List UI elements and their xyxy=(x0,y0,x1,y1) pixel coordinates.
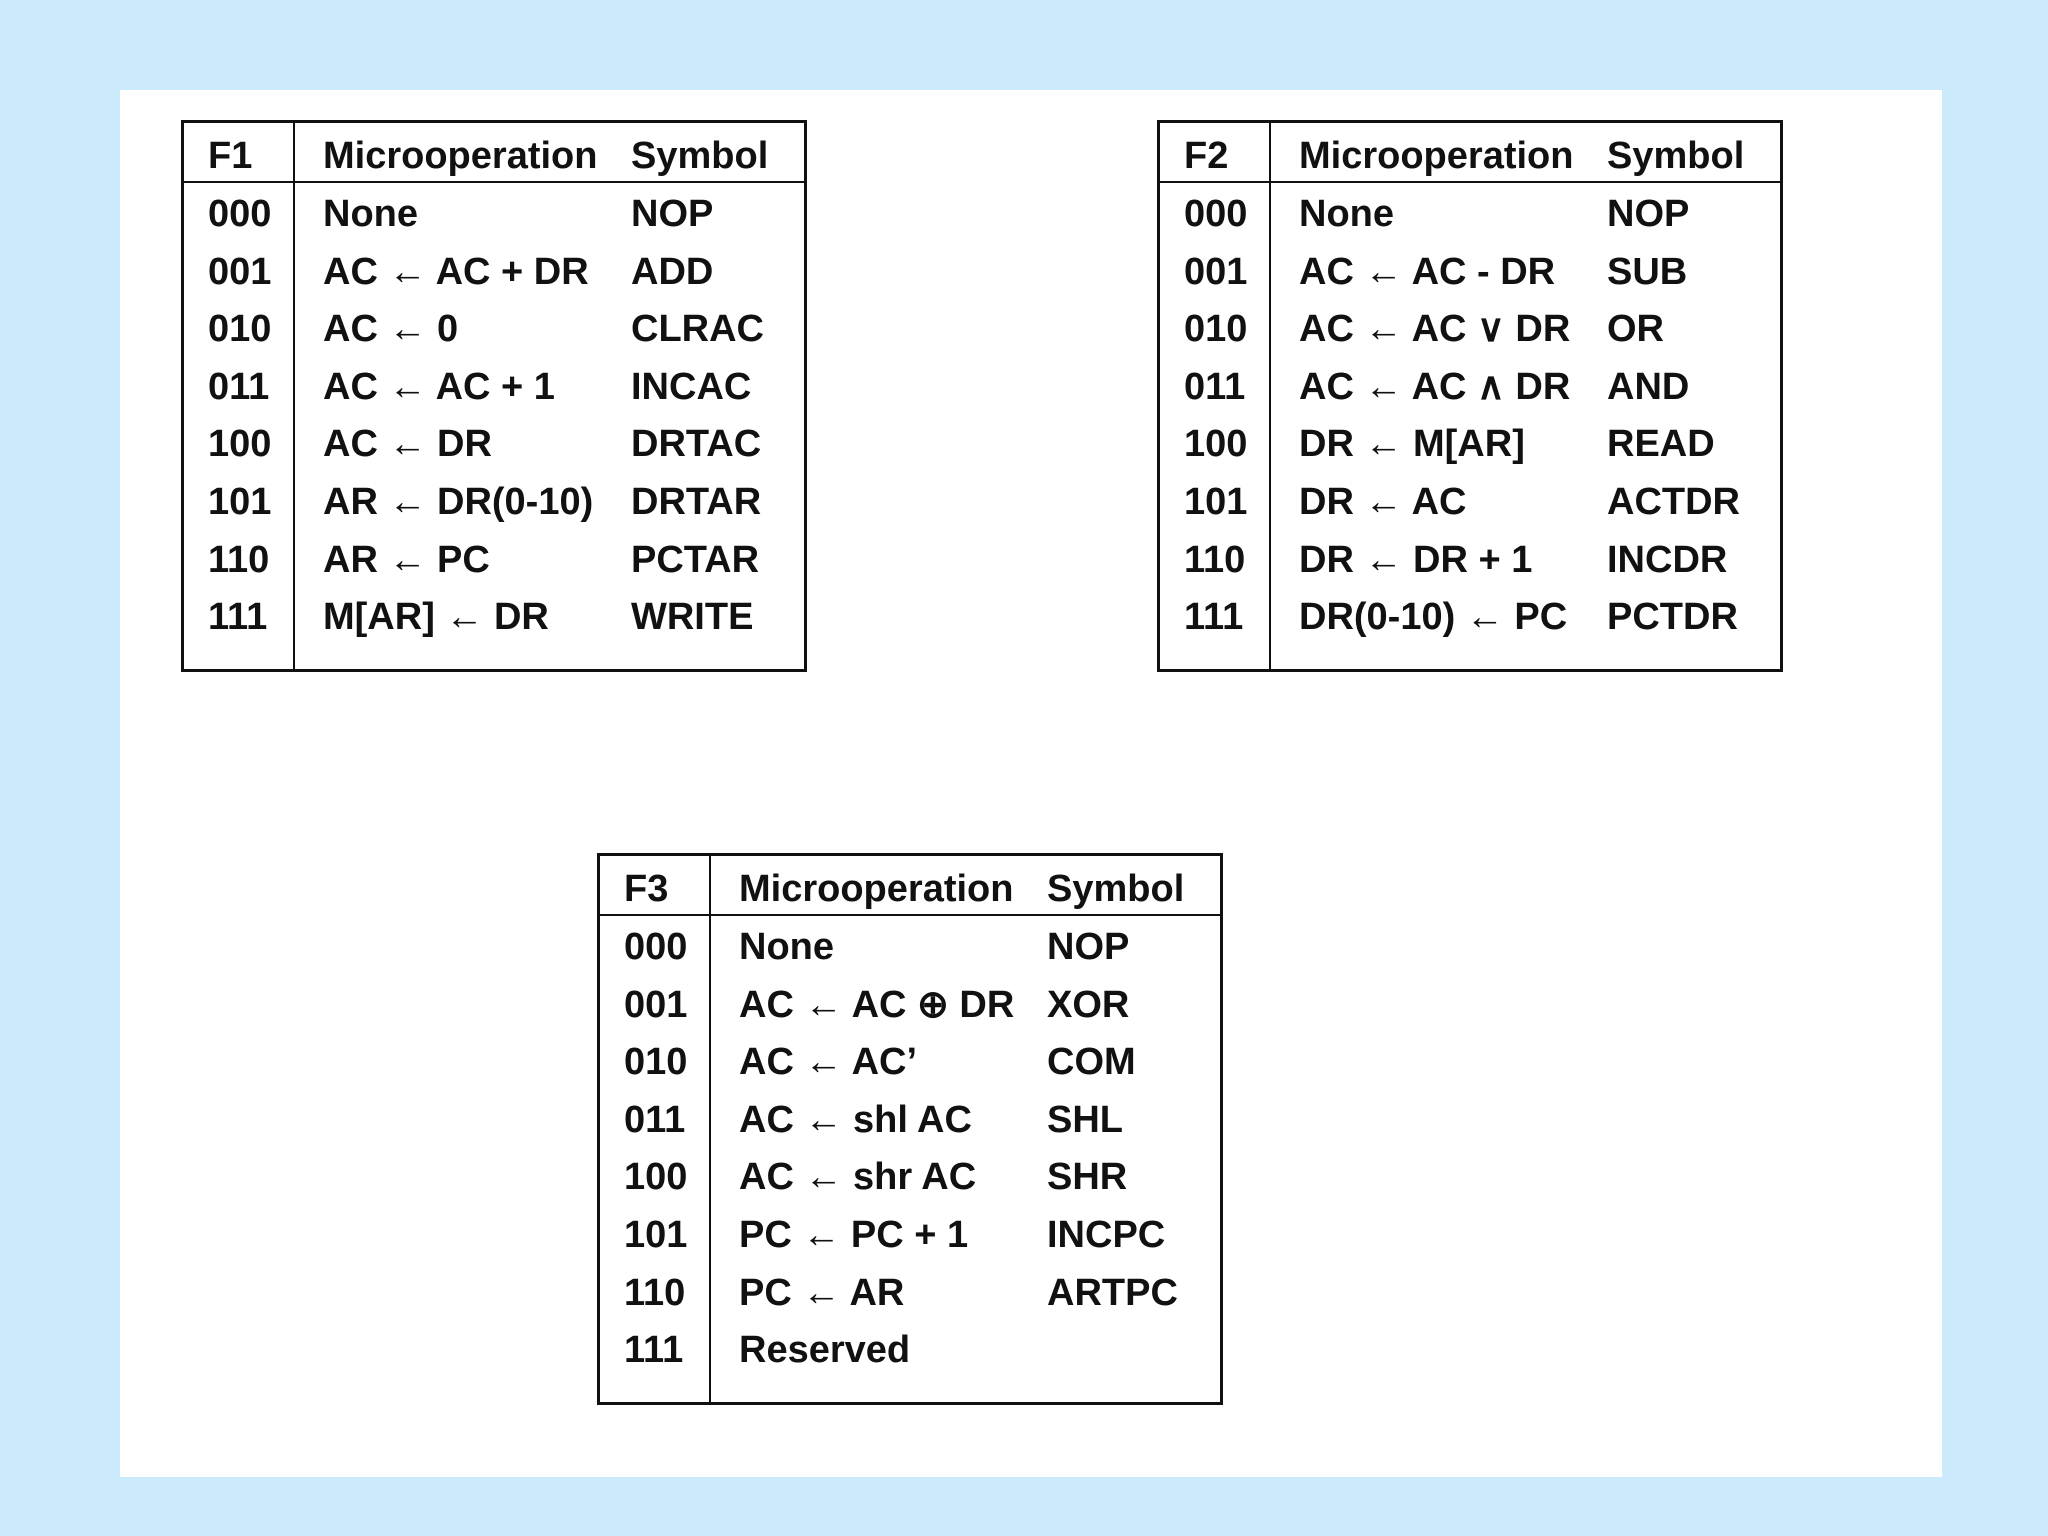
row-code: 110 xyxy=(208,539,270,581)
row-code: 110 xyxy=(1184,539,1246,581)
row-symbol: INCAC xyxy=(631,366,752,408)
header-code: F3 xyxy=(624,868,669,910)
row-code: 101 xyxy=(624,1214,688,1256)
row-microoperation: DR ← AC xyxy=(1299,481,1467,523)
row-code: 001 xyxy=(208,251,272,293)
column-divider xyxy=(293,123,295,669)
row-code: 010 xyxy=(1184,308,1248,350)
row-microoperation: AR ← PC xyxy=(323,539,490,581)
row-microoperation: AC ← AC ∧ DR xyxy=(1299,366,1571,408)
row-code: 100 xyxy=(624,1156,688,1198)
column-divider xyxy=(709,856,711,1402)
row-microoperation: AC ← AC - DR xyxy=(1299,251,1556,293)
row-code: 101 xyxy=(208,481,272,523)
slide-panel xyxy=(120,90,1942,1477)
row-microoperation: AC ← shl AC xyxy=(739,1099,972,1141)
row-symbol: ARTPC xyxy=(1047,1272,1178,1314)
row-symbol: PCTDR xyxy=(1607,596,1738,638)
row-symbol: XOR xyxy=(1047,984,1130,1026)
row-microoperation: AC ← AC + DR xyxy=(323,251,589,293)
row-code: 010 xyxy=(624,1041,688,1083)
row-symbol: SHR xyxy=(1047,1156,1128,1198)
row-microoperation: None xyxy=(323,193,418,235)
row-symbol: NOP xyxy=(1047,926,1130,968)
header-microoperation: Microoperation xyxy=(323,135,598,177)
table-f2 xyxy=(1157,120,1783,672)
header-symbol: Symbol xyxy=(1047,868,1185,910)
row-microoperation: PC ← PC + 1 xyxy=(739,1214,969,1256)
row-symbol: OR xyxy=(1607,308,1664,350)
row-symbol: NOP xyxy=(1607,193,1690,235)
row-microoperation: PC ← AR xyxy=(739,1272,905,1314)
row-symbol: NOP xyxy=(631,193,714,235)
row-microoperation: None xyxy=(1299,193,1394,235)
row-microoperation: DR ← M[AR] xyxy=(1299,423,1525,465)
header-divider xyxy=(1160,181,1780,183)
row-microoperation: AC ← AC ⊕ DR xyxy=(739,984,1015,1026)
table-f1 xyxy=(181,120,807,672)
row-microoperation: AC ← AC + 1 xyxy=(323,366,555,408)
row-code: 110 xyxy=(624,1272,686,1314)
row-microoperation: AC ← DR xyxy=(323,423,492,465)
row-microoperation: DR ← DR + 1 xyxy=(1299,539,1533,581)
row-symbol: INCPC xyxy=(1047,1214,1166,1256)
header-code: F2 xyxy=(1184,135,1229,177)
row-symbol: COM xyxy=(1047,1041,1136,1083)
row-microoperation: AC ← AC ∨ DR xyxy=(1299,308,1571,350)
header-code: F1 xyxy=(208,135,253,177)
row-code: 111 xyxy=(624,1329,684,1371)
row-symbol: INCDR xyxy=(1607,539,1728,581)
row-code: 100 xyxy=(208,423,272,465)
row-symbol: CLRAC xyxy=(631,308,764,350)
row-symbol: WRITE xyxy=(631,596,754,638)
row-code: 111 xyxy=(208,596,268,638)
row-microoperation: AC ← shr AC xyxy=(739,1156,977,1198)
row-symbol: DRTAR xyxy=(631,481,762,523)
row-code: 101 xyxy=(1184,481,1248,523)
row-symbol: DRTAC xyxy=(631,423,762,465)
row-code: 010 xyxy=(208,308,272,350)
row-code: 000 xyxy=(1184,193,1248,235)
row-code: 011 xyxy=(208,366,270,408)
table-f3 xyxy=(597,853,1223,1405)
header-divider xyxy=(184,181,804,183)
row-code: 111 xyxy=(1184,596,1244,638)
header-microoperation: Microoperation xyxy=(739,868,1014,910)
row-code: 100 xyxy=(1184,423,1248,465)
row-symbol: SHL xyxy=(1047,1099,1123,1141)
row-code: 000 xyxy=(208,193,272,235)
row-symbol: READ xyxy=(1607,423,1715,465)
row-microoperation: AC ← 0 xyxy=(323,308,459,350)
row-microoperation: AR ← DR(0-10) xyxy=(323,481,594,523)
row-symbol: ACTDR xyxy=(1607,481,1740,523)
row-code: 001 xyxy=(1184,251,1248,293)
row-microoperation: None xyxy=(739,926,834,968)
row-microoperation: M[AR] ← DR xyxy=(323,596,549,638)
row-code: 011 xyxy=(624,1099,686,1141)
header-divider xyxy=(600,914,1220,916)
row-microoperation: DR(0-10) ← PC xyxy=(1299,596,1568,638)
header-symbol: Symbol xyxy=(631,135,769,177)
header-symbol: Symbol xyxy=(1607,135,1745,177)
row-code: 011 xyxy=(1184,366,1246,408)
row-microoperation: AC ← AC’ xyxy=(739,1041,918,1083)
row-symbol: ADD xyxy=(631,251,714,293)
row-symbol: AND xyxy=(1607,366,1690,408)
row-symbol: SUB xyxy=(1607,251,1688,293)
row-microoperation: Reserved xyxy=(739,1329,911,1371)
row-symbol: PCTAR xyxy=(631,539,760,581)
row-code: 000 xyxy=(624,926,688,968)
column-divider xyxy=(1269,123,1271,669)
header-microoperation: Microoperation xyxy=(1299,135,1574,177)
row-code: 001 xyxy=(624,984,688,1026)
